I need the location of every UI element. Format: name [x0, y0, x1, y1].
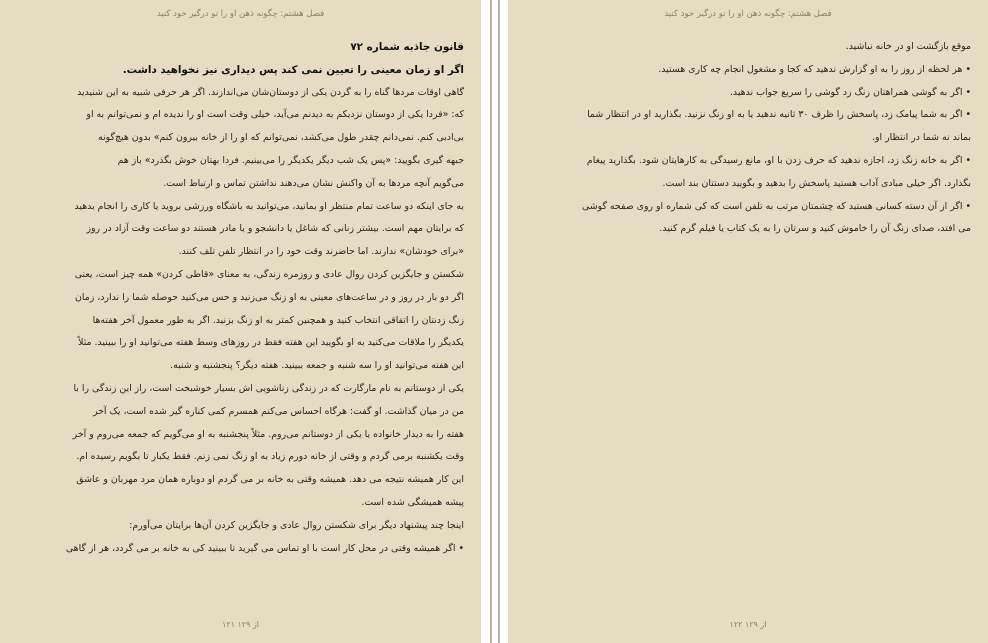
book-page-left — [508, 0, 988, 643]
text-line: این هفته می‌توانید او را سه شنبه و جمعه ببینید. هفته دیگر؟ پنجشنبه و شنبه. — [170, 360, 464, 372]
text-line: موقع بازگشت او در خانه نباشید. — [845, 41, 971, 52]
text-line: • اگر همیشه وقتی در محل کار است با او تماس می گیرید تا ببینید کی به خانه بر می گردد، هر از گاهی — [65, 542, 464, 554]
text-line: شکستن و جایگزین کردن روال عادی و روزمره زندگی، به معنای «قاطی کردن» همه چیز است، یعنی — [74, 268, 464, 280]
page-number: ۱۲۱ از ۱۲۹ — [222, 620, 259, 629]
page-body — [522, 36, 971, 241]
running-head: فصل هشتم: چگونه ذهن او را تو درگیر خود کنید — [156, 9, 325, 19]
text-line: گاهی اوقات مردها گناه را به گردن یکی از دوستان‌شان می‌اندازند. اگر هر حرفی شبیه به این شنیدید — [77, 86, 464, 98]
text-line: • اگر از آن دسته کسانی هستید که چشمتان مرتب به تلفن است که کی شماره او روی صفحه گوشی — [581, 200, 971, 212]
page-number: ۱۲۲ از ۱۲۹ — [729, 620, 767, 629]
spine-divider — [490, 0, 492, 643]
text-line: هفته را به دیدار خانواده یا یکی از دوستانم می‌روم. مثلاً پنجشنبه به او می‌گویم که جمعه می‌روم و آخر — [72, 428, 464, 440]
spine-divider — [498, 0, 500, 643]
text-line: می افتد، صدای زنگ آن را خاموش کنید و سرتان را به یک کتاب یا فیلم گرم کنید. — [659, 223, 971, 235]
text-line: این کار همیشه نتیجه می دهد. همیشه وقتی به خانه بر می گردم او دوباره همان مرد مهربان و عاشق — [76, 474, 464, 486]
text-line: وقت یکشنبه برمی گردم و وقتی از خانه دورم زیاد به او زنگ نمی زنم. فقط یکبار تا بگویم رسیده ام. — [76, 451, 464, 463]
text-line: • اگر به خانه زنگ زد، اجازه ندهید که حرف زدن با او، مانع رسیدگی به کارهایتان شود. بگذارید پیغام — [586, 154, 971, 166]
text-line: اینجا چند پیشنهاد دیگر برای شکستن روال عادی و جایگزین کردن آن‌ها برایتان می‌آورم: — [129, 519, 464, 531]
text-line: بماند نه شما در انتظار او. — [871, 132, 971, 144]
text-line: پیشه همیشگی شده است. — [361, 496, 464, 508]
text-line: اگر دو بار در روز و در ساعت‌های معینی به او زنگ می‌زنید و حس می‌کنید حوصله شما را ندارد، زمان — [74, 291, 464, 303]
text-line: جبهه گیری بگویید: «پس یک شب دیگر یکدیگر را می‌بینیم. فردا بهتان خوش بگذرد» باز هم — [117, 154, 464, 166]
text-line: بگذارد. اگر خیلی مبادی آداب هستید پاسخش را بدهید و بگویید دستتان بند است. — [662, 177, 971, 189]
text-line: که برایتان مهم است. بیشتر زنانی که شاغل یا دانشجو و یا مادر هستند دو ساعت وقت آزاد در روز — [86, 223, 464, 235]
section-subheading: اگر او زمان معینی را تعیین نمی کند پس دیداری نیز نخواهید داشت. — [122, 63, 464, 76]
running-head: فصل هشتم: چگونه ذهن او را تو درگیر خود کنید — [664, 9, 832, 19]
page-body — [14, 36, 464, 560]
text-line: بی‌ادبی کنم. نمی‌دانم چقدر طول می‌کشد، نمی‌توانم که او را از خانه بیرون کنم» بدون هیچ‌گونه — [98, 132, 464, 144]
text-line: من در میان گذاشت. او گفت: هرگاه احساس می‌کنم همسرم کمی کناره گیر شده است، یک آخر — [92, 405, 464, 417]
text-line: «برای خودشان» ندارند. اما حاضرند وقت خود را در انتظار تلفن تلف کنند. — [178, 246, 464, 258]
text-line: • اگر به شما پیامک زد، پاسخش را ظرف ۳۰ ثانیه ندهید یا به او زنگ نزنید. بگذارید او در انتظار شما — [587, 109, 971, 121]
text-line: به جای اینکه دو ساعت تمام منتظر او بمانید، می‌توانید به باشگاه ورزشی بروید یا کاری را انجام بدهید — [74, 200, 464, 212]
text-line: زنگ زدنتان را اتفاقی انتخاب کنید و همچنین کمتر به او زنگ بزنید. اگر به طور معمول آخر هفته‌ها — [92, 314, 464, 326]
text-line: • اگر به گوشی همراهتان زنگ زد گوشی را سریع جواب ندهید. — [729, 86, 971, 98]
text-line: یکی از دوستانم به نام مارگارت که در زندگی زناشویی اش بسیار خوشبخت است، راز این زندگی را با — [73, 382, 464, 394]
book-page-right — [0, 0, 481, 643]
text-line: می‌گویم آنچه مردها به آن واکنش نشان می‌دهند نداشتن تماس و ارتباط است. — [163, 177, 464, 189]
section-heading: قانون جاذبه شماره ۷۲ — [350, 41, 464, 53]
text-line: • هر لحظه از روز را به او گزارش ندهید که کجا و مشغول انجام چه کاری هستید. — [658, 63, 971, 75]
text-line: یکدیگر را ملاقات می‌کنید به او بگویید این هفته فقط در روزهای وسط هفته می‌توانید او را ببینید. مثلاً — [78, 337, 464, 349]
text-line: که: «فردا یکی از دوستان نزدیکم به دیدنم می‌آید، خیلی وقت است او را ندیده ام و نمی‌توانم به او — [86, 109, 464, 121]
